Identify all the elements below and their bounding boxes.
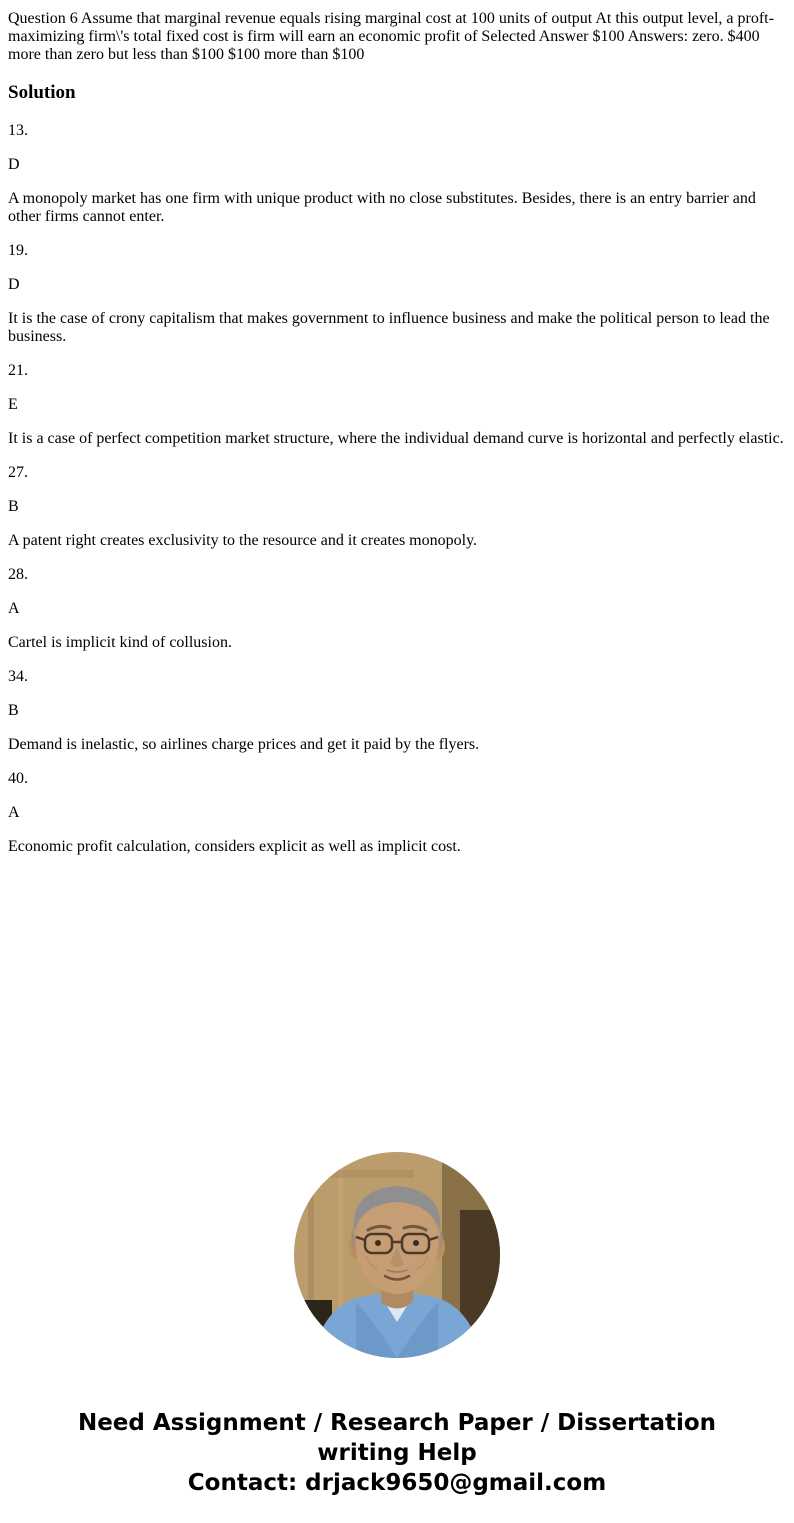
footer-help-text: Need Assignment / Research Paper / Dissertation writing Help xyxy=(77,1410,717,1466)
footer-contact-email: Contact: drjack9650@gmail.com xyxy=(187,1470,607,1496)
answer-number: 34. xyxy=(8,668,28,685)
answer-explanation: It is a case of perfect competition market structure, where the individual demand curve is horizontal and perfectly elastic. xyxy=(8,430,784,447)
answer-explanation: Cartel is implicit kind of collusion. xyxy=(8,634,232,651)
answer-number: 40. xyxy=(8,770,28,787)
answer-item xyxy=(8,122,786,226)
answer-item xyxy=(8,464,786,550)
answer-item xyxy=(8,362,786,448)
question-text: Question 6 Assume that marginal revenue equals rising marginal cost at 100 units of output At this output level, a proft-maximizing firm\'s total fixed cost is firm will earn an economic profit of Selected Answer $100 Answers: zero. $400 more than zero but less than $100 $100 more than $100 xyxy=(8,10,774,63)
answer-item xyxy=(8,566,786,652)
answer-number: 21. xyxy=(8,362,28,379)
answer-explanation: It is the case of crony capitalism that makes government to influence business and make the political person to lead the business. xyxy=(8,310,770,345)
answer-letter: E xyxy=(8,396,18,413)
footer-cta xyxy=(52,1408,742,1498)
answer-item xyxy=(8,668,786,754)
answer-letter: B xyxy=(8,702,19,719)
answer-explanation: Economic profit calculation, considers explicit as well as implicit cost. xyxy=(8,838,461,855)
answers-list xyxy=(8,122,786,856)
answer-letter: A xyxy=(8,600,20,617)
answer-letter: D xyxy=(8,156,20,173)
answer-number: 28. xyxy=(8,566,28,583)
answer-letter: A xyxy=(8,804,20,821)
answer-explanation: Demand is inelastic, so airlines charge prices and get it paid by the flyers. xyxy=(8,736,480,753)
answer-explanation: A patent right creates exclusivity to the resource and it creates monopoly. xyxy=(8,532,478,549)
solution-heading: Solution xyxy=(8,82,76,103)
answer-number: 19. xyxy=(8,242,28,259)
portrait-photo-icon xyxy=(294,1152,500,1358)
answer-number: 27. xyxy=(8,464,28,481)
tutor-photo xyxy=(8,1152,786,1358)
answer-item xyxy=(8,770,786,856)
answer-letter: B xyxy=(8,498,19,515)
answer-number: 13. xyxy=(8,122,28,139)
answer-explanation: A monopoly market has one firm with unique product with no close substitutes. Besides, there is an entry barrier and other firms cannot enter. xyxy=(8,190,756,225)
answer-item xyxy=(8,242,786,346)
answer-letter: D xyxy=(8,276,20,293)
